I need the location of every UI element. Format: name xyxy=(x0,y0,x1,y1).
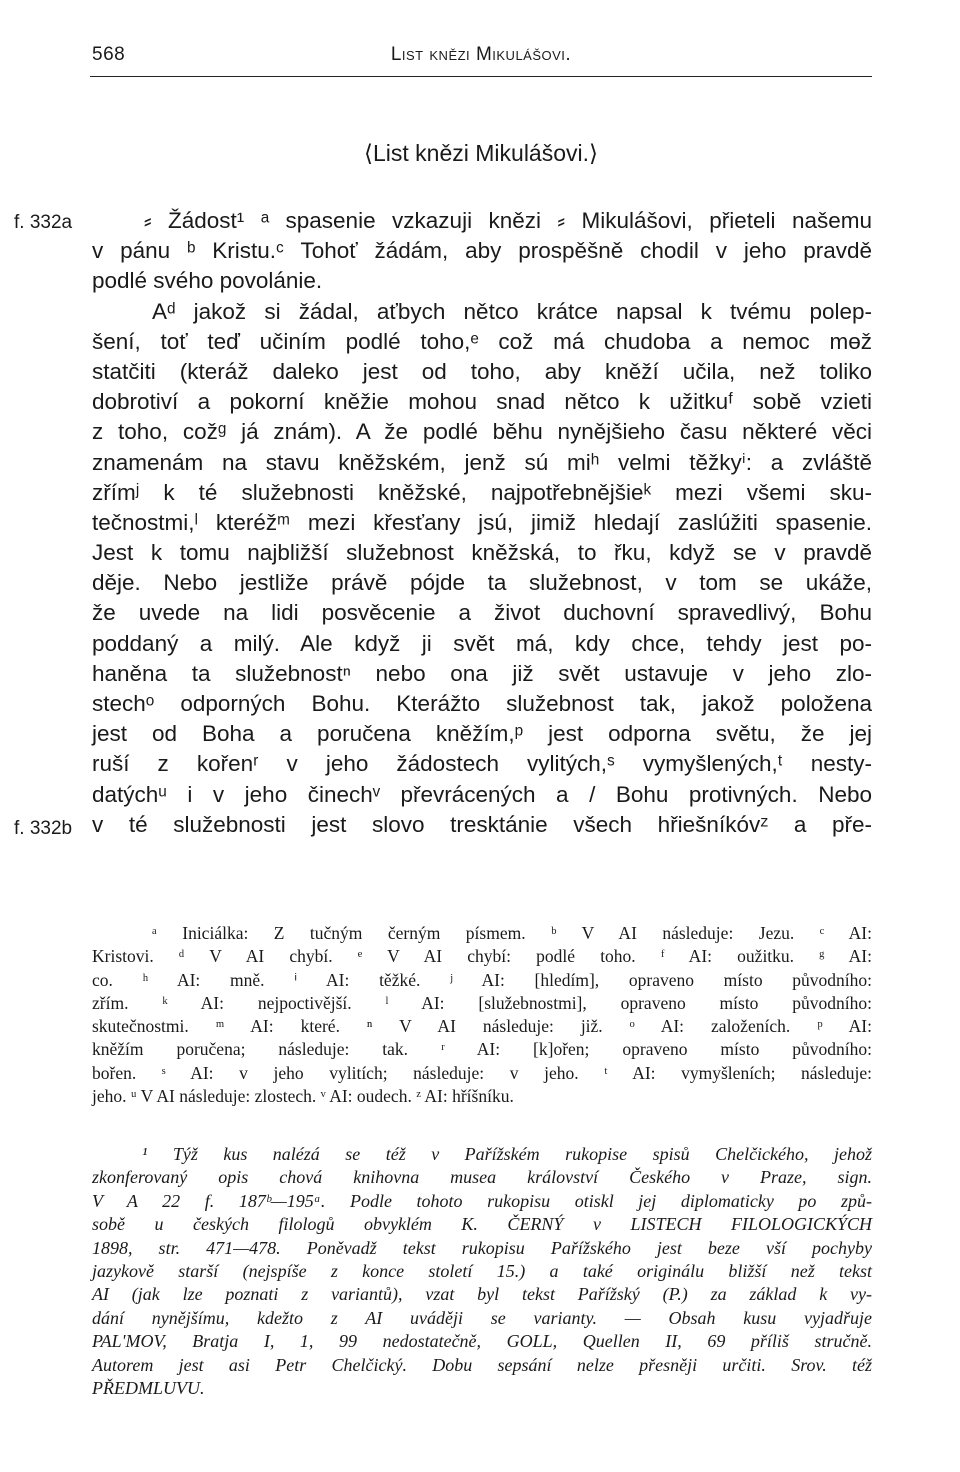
apparatus-line: ᵃ Iniciálka: Z tučným černým písmem. ᵇ V AI následuje: Jezu. ᶜ AI: xyxy=(152,923,872,943)
note-line: V A 22 f. 187ᵇ—195ᵃ. Podle tohoto rukopisu otiskl jej diplomaticky po způ- xyxy=(92,1190,872,1211)
note-line: PŘEDMLUVU. xyxy=(92,1377,205,1398)
body-line: statčiti (kteráž daleko jest od toho, aby kněží učila, než toliko xyxy=(92,358,872,384)
body-line: v té služebnosti jest slovo tresktánie všech hřiešníkóvᶻ a pře- xyxy=(92,811,872,837)
body-line: Aᵈ jakož si žádal, aťbych nětco krátce napsal k tvému polep- xyxy=(152,298,872,324)
note-line: zkonferovaný opis chová knihovna musea království Českého v Praze, sign. xyxy=(92,1167,872,1188)
body-line: datýchᵘ i v jeho činechᵛ převrácených a / Bohu protivných. Nebo xyxy=(92,781,872,807)
note-line: Autorem jest asi Petr Chelčický. Dobu sepsání nelze přesněji určiti. Srov. též xyxy=(92,1354,872,1375)
body-line: že uvede na lidi posvěcenie a život duchovní spravedlivý, Bohu xyxy=(92,600,872,626)
body-line: poddaný a milý. Ale když ji svět má, kdy chce, tehdy jest po- xyxy=(92,630,872,656)
body-line: šení, toť teď učiním podlé toho,ᵉ což má chudoba a nemoc mөž xyxy=(92,328,872,354)
letter-title: ⟨List knězi Mikulášovi.⟩ xyxy=(364,140,598,166)
apparatus-line: zřím. ᵏ AI: nejpoctivější. ˡ AI: [služebnostmi], opraveno místo původního: xyxy=(92,992,872,1013)
running-title: List knězi Mikulášovi. xyxy=(390,44,572,65)
page-number: 568 xyxy=(92,44,126,65)
body-line: podlé svého povolánie. xyxy=(92,268,323,294)
note-line: jazykově starší (nejspíše z konce století 15.) a také originálu bližší než tekst xyxy=(92,1260,872,1281)
body-line: jest od Boha a poručena kněžím,ᵖ jest odporna světu, že jej xyxy=(92,721,872,747)
apparatus-line: jeho. ᵘ V AI následuje: zlostech. ᵛ AI: oudech. ᶻ AI: hříšníku. xyxy=(92,1086,514,1107)
body-line: v pánu ᵇ Kristu.ᶜ Tohoť žádám, aby prospěšně chodil v jeho pravdě xyxy=(92,238,872,264)
body-line: děje. Nebo jestliže právě pójde ta služebnost, v tom se ukáže, xyxy=(92,570,872,596)
note-line: PAL'MOV, Bratja I, 1, 99 nedostatečně, GOLL, Quellen II, 69 příliš stručně. xyxy=(92,1331,872,1352)
body-line: dobrotiví a pokorní kněžie mohou snad nětco k užitkuᶠ sobě vzieti xyxy=(92,389,872,415)
page-header xyxy=(92,44,870,74)
note-line: AI (jak lze poznati z variantů), vzat byl tekst Pařížský (P.) za základ k vy- xyxy=(92,1284,872,1305)
folio-marker-332a: f. 332a xyxy=(14,212,73,233)
folio-marker-332b: f. 332b xyxy=(14,818,73,839)
body-line: zřímʲ k té služebnosti kněžské, najpotřebnějšieᵏ mezi všemi sku- xyxy=(92,479,872,505)
note-line: ¹ Týž kus nalézá se též v Pařížském rukopise spisů Chelčického, jehož xyxy=(142,1144,872,1164)
note-line: sobě u českých filologů obvyklém K. ČERNÝ v LISTECH FILOLOGICKÝCH xyxy=(92,1214,872,1235)
apparatus-line: skutečnostmi. ᵐ AI: které. ⁿ V AI následuje: již. ᵒ AI: založeních. ᵖ AI: xyxy=(92,1016,872,1037)
critical-apparatus xyxy=(92,922,872,1108)
body-line: Jest k tomu najbližší služebnost kněžská, to řku, když se v pravdě xyxy=(92,540,872,566)
apparatus-line: co. ʰ AI: mně. ⁱ AI: těžké. ʲ AI: [hledím], opraveno místo původního: xyxy=(92,969,872,990)
body-line: znamenám na stavu kněžském, jenž sú miʰ velmi těžkyⁱ: a zvláště xyxy=(92,449,872,475)
apparatus-line: bořen. ˢ AI: v jeho vylitích; následuje: v jeho. ᵗ AI: vymyšleních; následuje: xyxy=(92,1062,872,1083)
body-line: tečnostmi,ˡ kteréžᵐ mezi křesťany jsú, jimiž hledají zaslúžiti spasenie. xyxy=(92,509,872,535)
header-rule xyxy=(90,76,872,77)
body-line: ⸗ Žádost¹ ᵃ spasenie vzkazuji knězi ⸗ Mikulášovi, přieteli našemu xyxy=(144,208,872,233)
body-line: ruší z kořenʳ v jeho žádostech vylitých,ˢ vymyšlených,ᵗ nesty- xyxy=(92,751,872,777)
body-line: stechᵒ odporných Bohu. Kterážto služebnost tak, jakož položena xyxy=(92,691,872,716)
apparatus-line: kněžím poručena; následuje: tak. ʳ AI: [k]ořen; opraveno místo původního: xyxy=(92,1039,872,1060)
body-line: z toho, cožᵍ já znám). A že podlé běhu nynějšieho času některé věci xyxy=(92,419,872,445)
note-line: dání nynějšímu, kdežto z AI uváději se varianty. — Obsah kusu vyjadřuje xyxy=(92,1307,872,1328)
apparatus-line: Kristovi. ᵈ V AI chybí. ᵉ V AI chybí: podlé toho. ᶠ AI: oužitku. ᵍ AI: xyxy=(92,946,872,967)
body-line: haněna ta služebnostⁿ nebo ona již svět ustavuje v jeho zlo- xyxy=(92,660,872,686)
letter-body xyxy=(92,206,872,840)
note-line: 1898, str. 471—478. Poněvadž tekst rukopisu Pařížského jest beze vší pochyby xyxy=(92,1237,872,1258)
editorial-note xyxy=(92,1143,872,1400)
